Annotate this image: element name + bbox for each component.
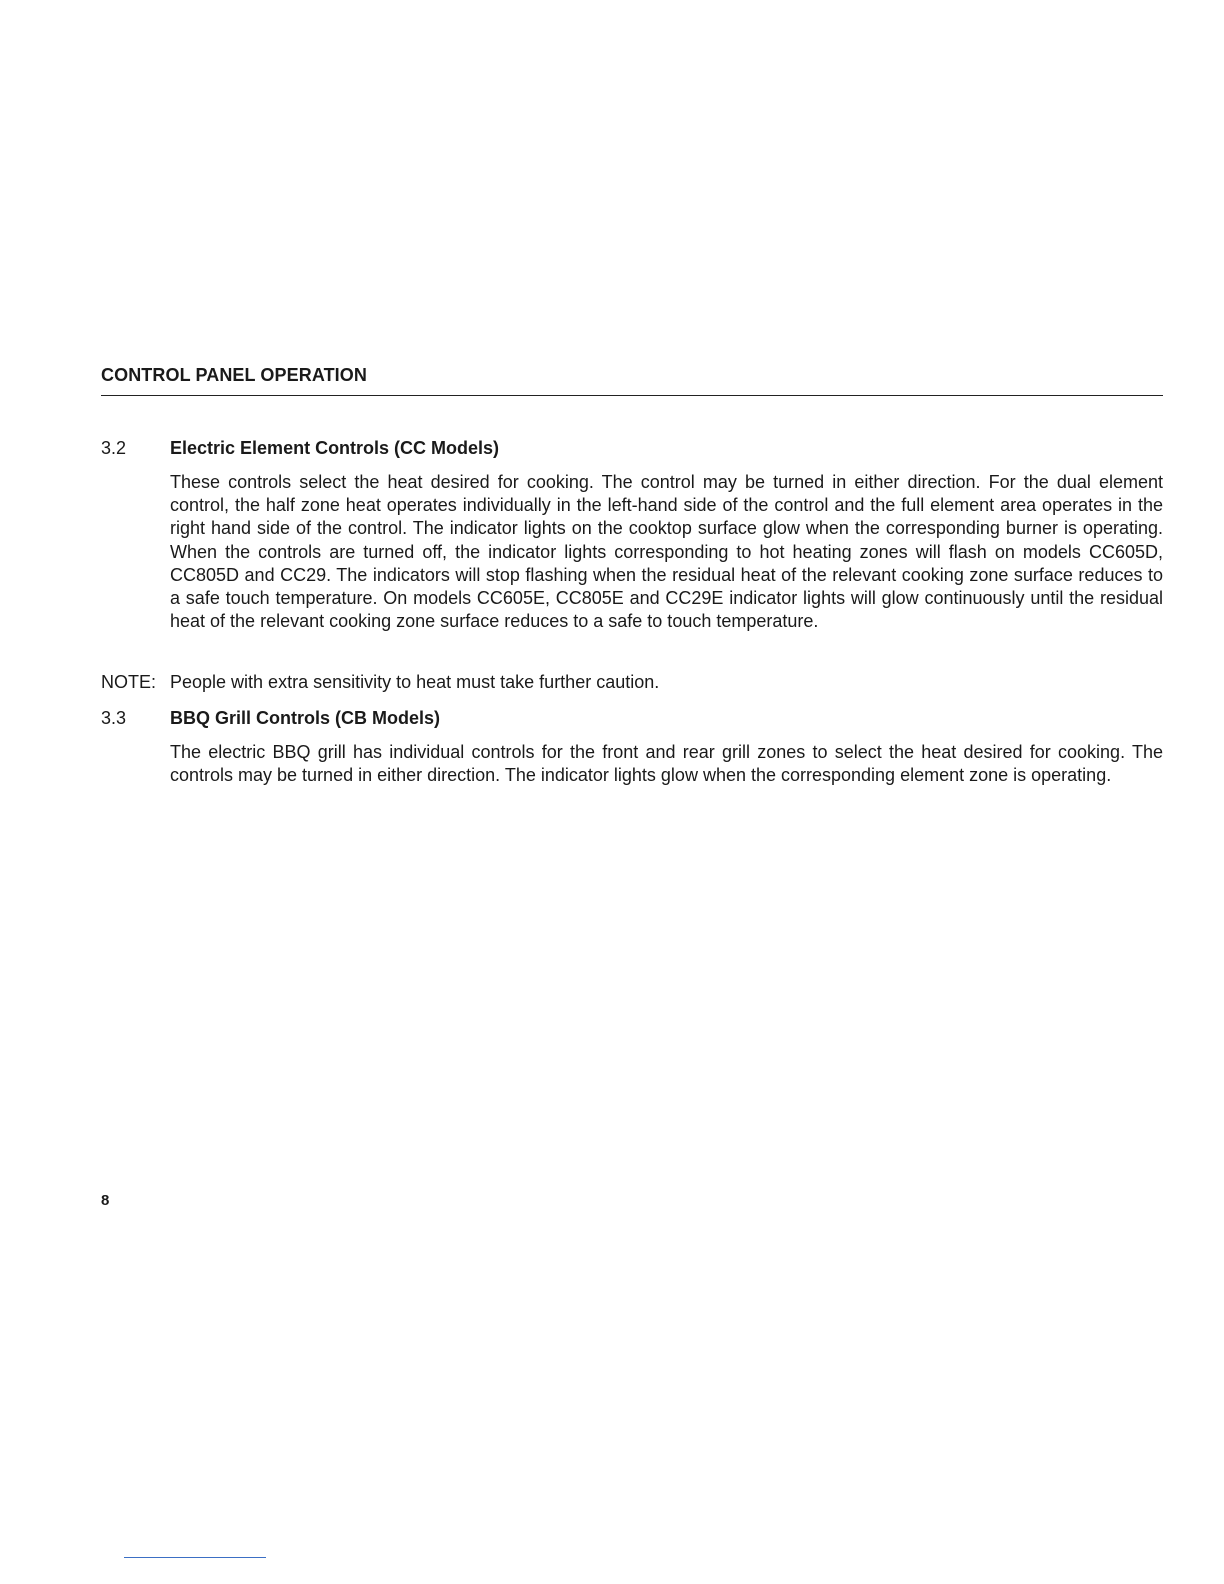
section-body-bbq-grill-controls: The electric BBQ grill has individual controls for the front and rear grill zones to select the heat desired for cooking. The controls may be turned in either direction. The indicator lights glow when the corresponding element zone is operating. xyxy=(170,742,1163,786)
page-number: 8 xyxy=(101,1192,110,1209)
heading-divider xyxy=(101,395,1163,396)
section-title-electric-element-controls: Electric Element Controls (CC Models) xyxy=(170,438,500,458)
note-label: NOTE: xyxy=(101,672,157,692)
note-text: People with extra sensitivity to heat must take further caution. xyxy=(170,672,660,692)
section-number-3-2: 3.2 xyxy=(101,438,127,458)
page-heading: CONTROL PANEL OPERATION xyxy=(101,365,367,385)
section-number-3-3: 3.3 xyxy=(101,708,127,728)
section-title-bbq-grill-controls: BBQ Grill Controls (CB Models) xyxy=(170,708,440,728)
bottom-link-underline xyxy=(124,1557,266,1558)
section-body-electric-element-controls: These controls select the heat desired for cooking. The control may be turned in either direction. For the dual element control, the half zone heat operates individually in the left-hand side of the control and the full element area operates in the right hand side of the control. The indicator lights on the cooktop surface glow when the corresponding burner is operating. When the controls are turned off, the indicator lights corresponding to hot heating zones will flash on models CC605D, CC805D and CC29. The indicators will stop flashing when the residual heat of the relevant cooking zone surface reduces to a safe touch temperature. On models CC605E, CC805E and CC29E indicator lights will glow continuously until the residual heat of the relevant cooking zone surface reduces to a safe to touch temperature. xyxy=(170,472,1163,632)
